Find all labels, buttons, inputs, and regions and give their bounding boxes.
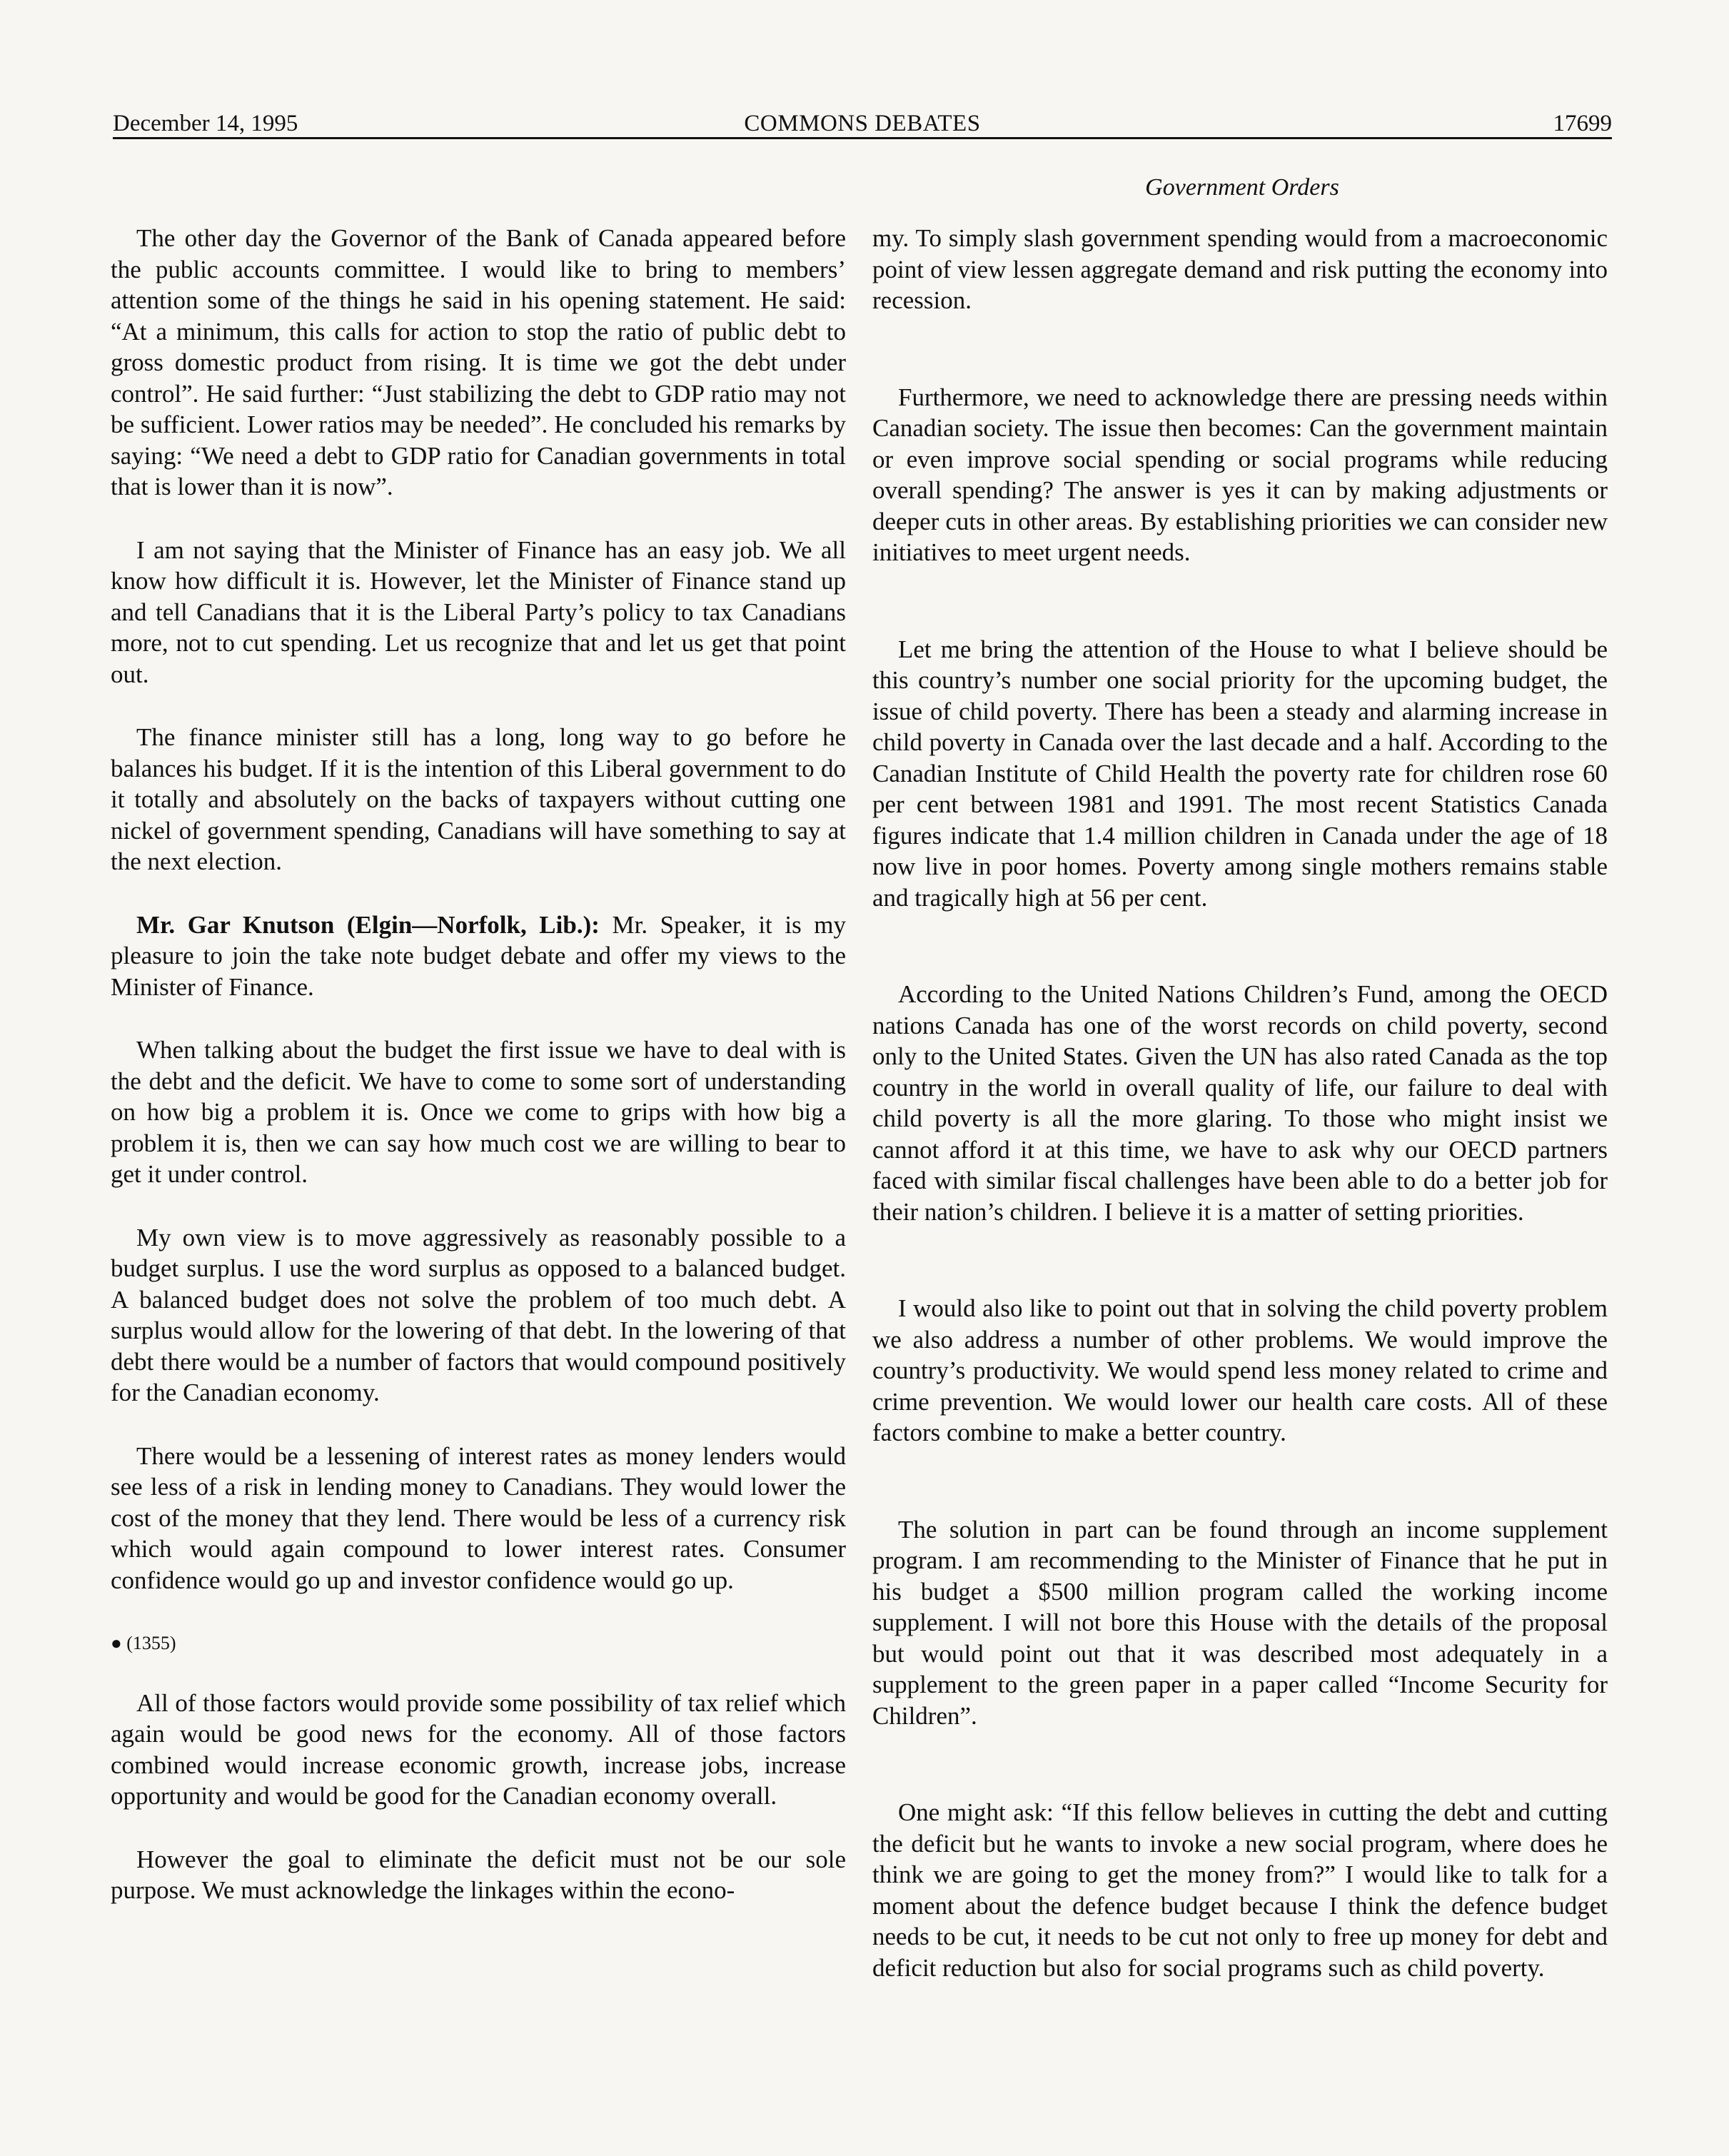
paragraph: Furthermore, we need to acknowledge there are pressing needs within Canadian society. The issue then becomes: Can the government maintain or even improve social spending or social programs while reducing overall spending? The answer is yes it can by making adjustments or deeper cuts in other areas. By establishing priorities we can consider new initiatives to meet urgent needs. [872,383,1608,566]
header-publication: COMMONS DEBATES [744,111,981,136]
section-title: Government Orders [1145,174,1339,201]
paragraph: The finance minister still has a long, long way to go before he balances his budget. If it is the intention of this Liberal government to do it totally and absolutely on the backs of taxpayers without cutting one nickel of government spending, Canadians will have something to say at the next election. [111,723,846,875]
header-rule [113,137,1612,139]
timestamp: ● (1355) [111,1633,176,1653]
page-header [113,94,1612,137]
left-column [111,223,846,1938]
paragraph: The other day the Governor of the Bank of Canada appeared before the public accounts committee. I would like to bring to members’ attention some of the things he said in his opening statement. He said: “At a minimum, this calls for action to stop the ratio of public debt to gross domestic product from rising. It is time we got the debt under control”. He said further: “Just stabilizing the debt to GDP ratio may not be sufficient. Lower ratios may be needed”. He concluded his remarks by saying: “We need a debt to GDP ratio for Canadian governments in total that is lower than it is now”. [111,224,846,500]
speaker-name: Mr. Gar Knutson (Elgin—Norfolk, Lib.): [136,910,600,939]
paragraph: Let me bring the attention of the House to what I believe should be this country’s number one social priority for the upcoming budget, the issue of child poverty. There has been a steady and alarming increase in child poverty in Canada over the last decade and a half. According to the Canadian Institute of Child Health the poverty rate for children rose 60 per cent between 1981 and 1991. The most recent Statistics Canada figures indicate that 1.4 million children in Canada under the age of 18 now live in poor homes. Poverty among single mothers remains stable and tragically high at 56 per cent. [872,635,1608,912]
header-page-number: 17699 [1553,111,1612,136]
paragraph: One might ask: “If this fellow believes in cutting the debt and cutting the deficit but he wants to invoke a new social program, where does he think we are going to get the money from?” I would like to talk for a moment about the defence budget because I think the defence budget needs to be cut, it needs to be cut not only to free up money for debt and deficit reduction but also for social programs such as child poverty. [872,1798,1608,1982]
paragraph: my. To simply slash government spending would from a macroeconomic point of view lessen aggregate demand and risk putting the economy into recession. [872,224,1608,314]
paragraph: When talking about the budget the first issue we have to deal with is the debt and the deficit. We have to come to some sort of understanding on how big a problem it is. Once we come to grips with how big a problem it is, then we can say how much cost we are willing to bear to get it under control. [111,1036,846,1188]
paragraph: My own view is to move aggressively as reasonably possible to a budget surplus. I use the word surplus as opposed to a balanced budget. A balanced budget does not solve the problem of too much debt. A surplus would allow for the lowering of that debt. In the lowering of that debt there would be a number of factors that would compound positively for the Canadian economy. [111,1223,846,1406]
speaker-paragraph [111,910,846,1003]
paragraph: However the goal to eliminate the deficit must not be our sole purpose. We must acknowledge the linkages within the econo- [111,1845,846,1904]
paragraph: I would also like to point out that in solving the child poverty problem we also address a number of other problems. We would improve the country’s productivity. We would spend less money related to crime and crime prevention. We would lower our health care costs. All of these factors combine to make a better country. [872,1294,1608,1446]
paragraph: According to the United Nations Children’s Fund, among the OECD nations Canada has one of the worst records on child poverty, second only to the United States. Given the UN has also rated Canada as the top country in the world in overall quality of life, our failure to deal with child poverty is all the more glaring. To those who might insist we cannot afford it at this time, we have to ask why our OECD partners faced with similar fiscal challenges have been able to do a better job for their nation’s children. I believe it is a matter of setting priorities. [872,980,1608,1226]
header-date: December 14, 1995 [113,111,298,136]
right-column [872,223,1608,2015]
paragraph: The solution in part can be found through an income supplement program. I am recommending to the Minister of Finance that he put in his budget a $500 million program called the working income supplement. I will not bore this House with the details of the proposal but would point out that it was described most adequately in a supplement to the green paper in a paper called “Income Security for Children”. [872,1515,1608,1730]
paragraph: There would be a lessening of interest rates as money lenders would see less of a risk in lending money to Canadians. They would lower the cost of the money that they lend. There would be less of a currency risk which would again compound to lower interest rates. Consumer confidence would go up and investor confidence would go up. [111,1441,846,1594]
speaker-text: Mr. Speaker, it is my pleasure to join the take note budget debate and offer my views to the Minister of Finance. [111,910,847,1001]
paragraph: All of those factors would provide some possibility of tax relief which again would be good news for the economy. All of those factors combined would increase economic growth, increase jobs, increase opportunity and would be good for the Canadian economy overall. [111,1688,846,1810]
paragraph: I am not saying that the Minister of Finance has an easy job. We all know how difficult it is. However, let the Minister of Finance stand up and tell Canadians that it is the Liberal Party’s policy to tax Canadians more, not to cut spending. Let us recognize that and let us get that point out. [111,535,846,688]
